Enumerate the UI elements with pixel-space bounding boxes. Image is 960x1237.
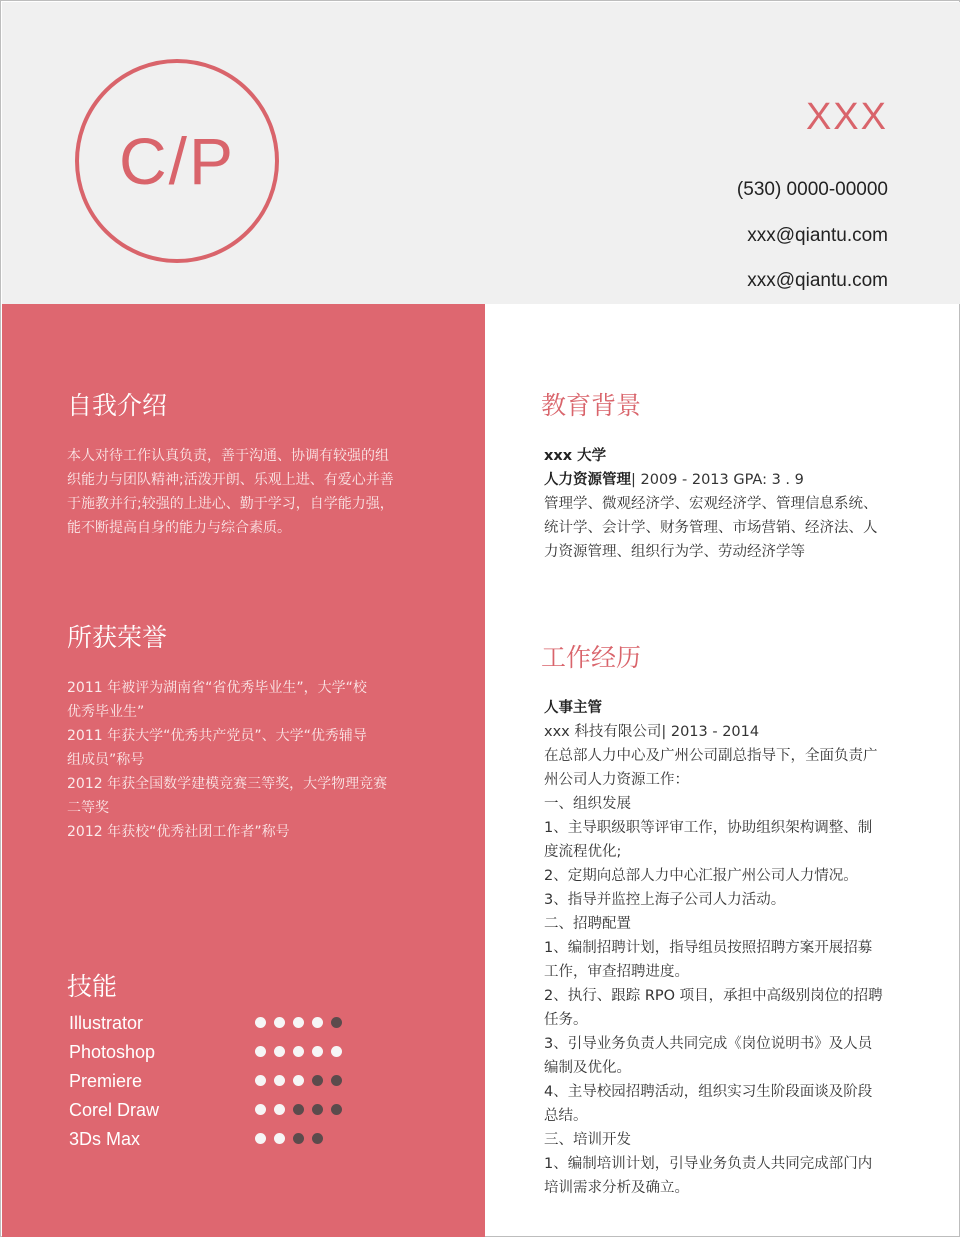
skill-name: Corel Draw — [69, 1100, 160, 1120]
honors-line: 组成员”称号 — [67, 752, 145, 768]
work-line: 1、编制培训计划，引导业务负责人共同完成部门内 — [544, 1156, 873, 1172]
major-name: 人力资源管理 — [544, 472, 631, 488]
education-text — [544, 444, 878, 564]
email-secondary: xxx@qiantu.com — [747, 270, 888, 291]
work-line: 1、编制招聘计划，指导组员按照招聘方案开展招募 — [544, 940, 873, 956]
resume-header — [2, 2, 960, 304]
work-line: 1、主导职级职等评审工作，协助组织架构调整、制 — [544, 820, 873, 836]
education-detail: | 2009 - 2013 GPA: 3 . 9 — [631, 472, 804, 488]
work-title: 工作经历 — [541, 643, 642, 672]
skill-dot-filled — [331, 1046, 342, 1057]
work-line: 2、定期向总部人力中心汇报广州公司人力情况。 — [544, 868, 858, 884]
intro-line: 能不断提高自身的能力与综合素质。 — [67, 520, 291, 536]
skill-dot-filled — [274, 1104, 285, 1115]
skill-dot-filled — [312, 1046, 323, 1057]
work-line: 培训需求分析及确立。 — [544, 1180, 689, 1196]
phone-number: (530) 0000-00000 — [736, 179, 888, 200]
work-line: 工作，审查招聘进度。 — [544, 964, 689, 980]
skill-level-dots — [255, 1046, 342, 1057]
skill-name: Premiere — [69, 1071, 143, 1091]
intro-line: 织能力与团队精神;活泼开朗、乐观上进、有爱心并善 — [67, 472, 394, 488]
skill-dot-filled — [293, 1046, 304, 1057]
skill-dot-filled — [274, 1017, 285, 1028]
job-position: 人事主管 — [544, 700, 602, 716]
work-line: 州公司人力资源工作： — [544, 772, 689, 788]
work-text — [544, 696, 883, 1200]
skill-dot-empty — [331, 1017, 342, 1028]
skill-dot-filled — [255, 1046, 266, 1057]
intro-title: 自我介绍 — [67, 391, 168, 420]
work-line: 一、组织发展 — [544, 796, 631, 812]
work-line: 三、培训开发 — [544, 1132, 631, 1148]
skill-dot-filled — [274, 1075, 285, 1086]
honors-line: 二等奖 — [67, 800, 109, 816]
logo-text: C/P — [118, 124, 236, 198]
honors-line: 2012 年获全国数学建模竞赛三等奖，大学物理竞赛 — [67, 776, 388, 792]
honors-title: 所获荣誉 — [67, 623, 168, 652]
honors-line: 2011 年获大学“优秀共产党员”、大学“优秀辅导 — [67, 728, 367, 744]
skill-dot-filled — [255, 1017, 266, 1028]
skill-dot-filled — [255, 1104, 266, 1115]
skill-dot-filled — [255, 1133, 266, 1144]
honors-line: 优秀毕业生” — [67, 704, 145, 720]
honors-line: 2012 年获校“优秀社团工作者”称号 — [67, 824, 290, 840]
skill-dot-filled — [274, 1046, 285, 1057]
work-line: 2、执行、跟踪 RPO 项目，承担中高级别岗位的招聘 — [544, 988, 883, 1004]
skill-name: 3Ds Max — [69, 1129, 141, 1149]
work-line: 度流程优化; — [544, 844, 622, 860]
skill-dot-filled — [255, 1075, 266, 1086]
work-line: 二、招聘配置 — [544, 916, 631, 932]
skill-dot-empty — [293, 1104, 304, 1115]
course-line: 统计学、会计学、财务管理、市场营销、经济法、人 — [544, 520, 878, 536]
skill-name: Photoshop — [69, 1042, 156, 1062]
skill-dot-empty — [331, 1104, 342, 1115]
education-title: 教育背景 — [541, 391, 642, 420]
skill-name: Illustrator — [69, 1013, 144, 1033]
intro-line: 本人对待工作认真负责，善于沟通、协调有较强的组 — [67, 448, 389, 464]
skill-dot-filled — [293, 1017, 304, 1028]
work-line: 4、主导校园招聘活动，组织实习生阶段面谈及阶段 — [544, 1084, 873, 1100]
work-line: 3、引导业务负责人共同完成《岗位说明书》及人员 — [544, 1036, 873, 1052]
work-line: 总结。 — [544, 1108, 588, 1124]
skill-level-dots — [255, 1017, 342, 1028]
email-primary: xxx@qiantu.com — [747, 225, 888, 246]
work-line: 在总部人力中心及广州公司副总指导下，全面负责广 — [544, 748, 878, 764]
skill-dot-empty — [293, 1133, 304, 1144]
work-line: 任务。 — [544, 1012, 588, 1028]
skill-level-dots — [255, 1104, 342, 1115]
work-line: 编制及优化。 — [544, 1060, 631, 1076]
honors-line: 2011 年被评为湖南省“省优秀毕业生”，大学“校 — [67, 680, 367, 696]
skill-dot-filled — [274, 1133, 285, 1144]
skill-row — [69, 1100, 369, 1120]
skill-level-dots — [255, 1133, 323, 1144]
job-company: xxx 科技有限公司| 2013 - 2014 — [544, 724, 760, 740]
honors-text — [67, 676, 407, 844]
skill-row — [69, 1042, 369, 1062]
school-name: xxx 大学 — [544, 448, 607, 464]
intro-line: 于施教并行;较强的上进心、勤于学习，自学能力强， — [67, 496, 394, 512]
skill-row — [69, 1129, 369, 1149]
skill-dot-empty — [331, 1075, 342, 1086]
skill-dot-filled — [293, 1075, 304, 1086]
skill-row — [69, 1071, 369, 1091]
skills-title: 技能 — [67, 972, 118, 1001]
skill-dot-filled — [312, 1017, 323, 1028]
skill-dot-empty — [312, 1104, 323, 1115]
course-line: 力资源管理、组织行为学、劳动经济学等 — [544, 544, 805, 560]
intro-text — [67, 444, 407, 540]
skill-dot-empty — [312, 1133, 323, 1144]
course-line: 管理学、微观经济学、宏观经济学、管理信息系统、 — [544, 496, 878, 512]
candidate-name: XXX — [805, 96, 888, 138]
skill-row — [69, 1013, 369, 1033]
skill-level-dots — [255, 1075, 342, 1086]
skill-dot-empty — [312, 1075, 323, 1086]
logo-circle — [75, 59, 279, 263]
work-line: 3、指导并监控上海子公司人力活动。 — [544, 892, 786, 908]
